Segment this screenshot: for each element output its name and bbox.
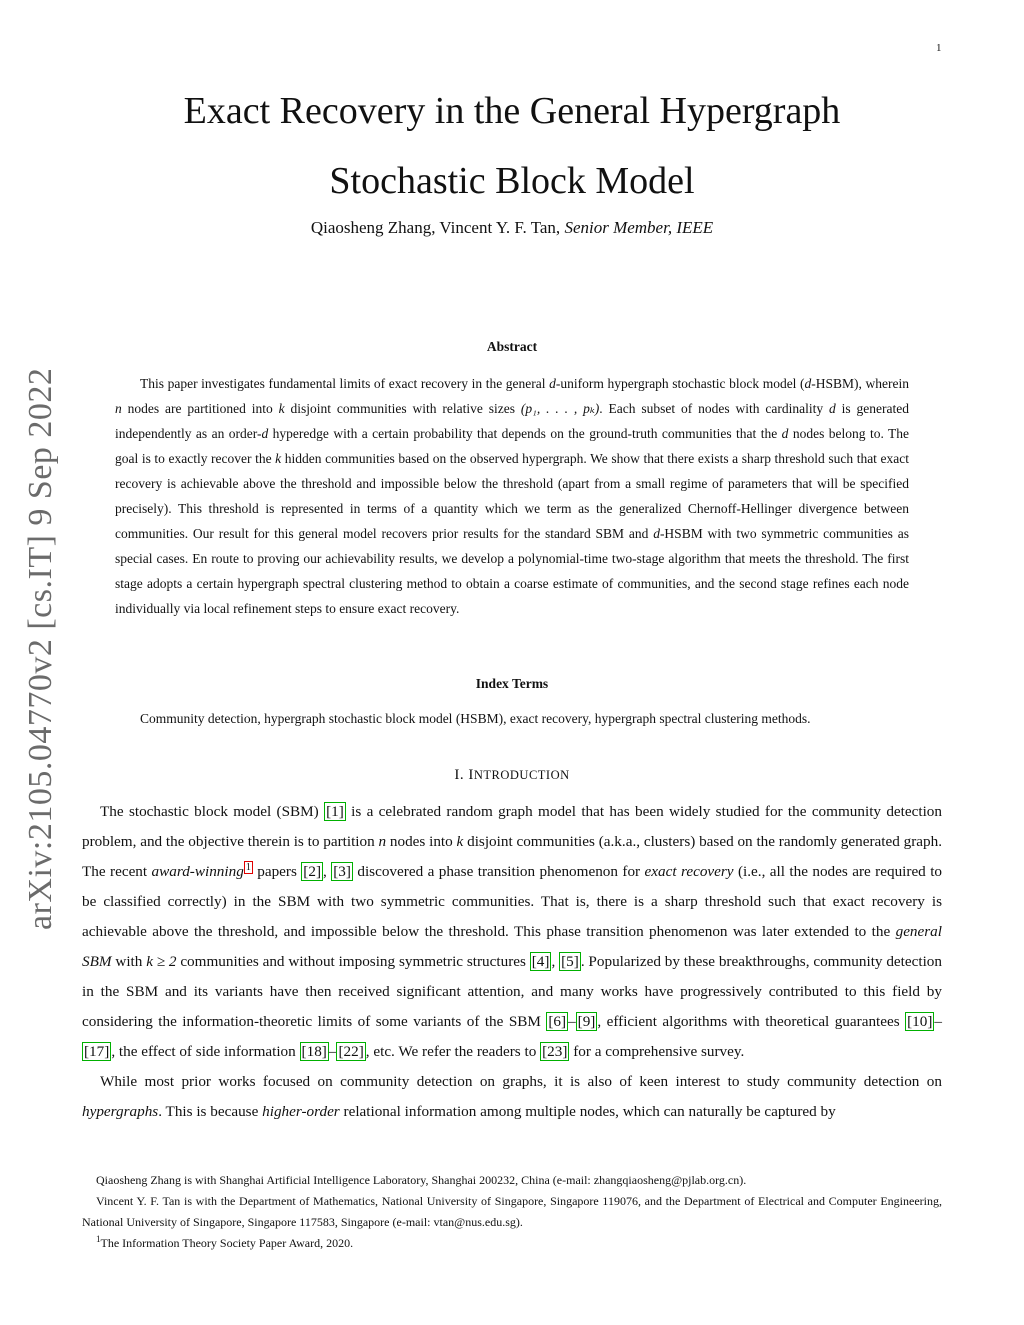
paper-title [82,76,942,216]
footnotes [82,1170,942,1254]
section-heading-introduction: I. INTRODUCTION [454,767,570,783]
citation-link[interactable]: [23] [542,1043,568,1060]
math-community-sizes: (p₁, . . . , pₖ) [520,401,600,416]
citation-link[interactable]: [6] [548,1013,567,1030]
abstract-body: This paper investigates fundamental limits of exact recovery in the general d-uniform hypergraph stochastic block model (d-HSBM), wherein n nodes are partitioned into k disjoint communities with relative sizes (p₁, . . . , pₖ). Each subset of nodes with cardinality d is generated independently as an order-d hyperedge with a certain probability that depends on the ground-truth communities that the d nodes belong to. The goal is to exactly recover the k hidden communities based on the observed hypergraph. We show that there exists a sharp threshold such that exact recovery is achievable above the threshold and impossible below the threshold (apart from a small regime of parameters that will be specified precisely). This threshold is represented in terms of a quantity which we term as the generalized Chernoff-Hellinger divergence between communities. Our result for this general model recovers prior results for the standard SBM and d-HSBM with two symmetric communities as special cases. En route to proving our achievability results, we develop a polynomial-time two-stage algorithm that meets the threshold. The first stage adopts a certain hypergraph spectral clustering method to obtain a coarse estimate of communities, and the second stage refines each node individually via local refinement steps to ensure exact recovery. [115,376,910,616]
math-d: d [829,401,836,416]
index-terms-body: Community detection, hypergraph stochastic block model (HSBM), exact recovery, hypergraph spectral clustering methods. [140,711,811,726]
math-d: d [549,376,556,391]
author-line [82,218,942,238]
citation-link[interactable]: [2] [303,863,322,880]
math-d: d [804,376,812,391]
math-d: d [781,426,789,441]
citation-link[interactable]: [4] [531,953,550,970]
footnote-link[interactable]: 1 [245,861,251,873]
author-names: Qiaosheng Zhang, Vincent Y. F. Tan, [310,218,565,237]
abstract-heading: Abstract [486,339,538,354]
math-k: k [275,451,282,466]
title-line-1: Exact Recovery in the General Hypergraph [183,90,841,132]
title-line-2: Stochastic Block Model [329,160,695,202]
citation-link[interactable]: [22] [338,1043,364,1060]
math-k: k [278,401,285,416]
citation-link[interactable]: [1] [326,803,344,820]
math-d: d [261,426,269,441]
math-n: n [115,401,122,416]
intro-paragraph-1: The stochastic block model (SBM) [1] is a celebrated random graph model that has been widely studied for the community detection problem, and the objective therein is to partition n nodes into k disjoint communities (a.k.a., clusters) based on the randomly generated graph. The recent award-winning $^1$ papers [2] , [3] discovered a phase transition phenomenon for exact recovery (i.e., all the nodes are required to be classified correctly) in the SBM with two symmetric communities. That is, there is a sharp threshold such that exact recovery is achievable above the threshold, and impossible below the threshold. This phase transition phenomenon was later extended to the general SBM with k ≥ 2 communities and without imposing symmetric structures [4] , [5] . Popularized by these breakthroughs, community detection in the SBM and its variants have then received significant attention, and many works have progressively contributed to this field by considering the information-theoretic limits of some variants of the SBM [6] – [9] , efficient algorithms with theoretical guarantees [10] –[17] , the effect of side information [18] – [22] , etc. We refer the readers to [23] for a comprehensive survey. [82,803,943,1060]
author-role: Senior Member, IEEE [564,218,714,237]
index-terms-heading: Index Terms [475,676,549,691]
introduction-body [82,797,942,1127]
page-number: 1 [936,42,942,54]
math-d: d [653,526,660,541]
arxiv-identifier-stamp: arXiv:2105.04770v2 [cs.IT] 9 Sep 2022 [22,367,59,930]
citation-link[interactable]: [9] [577,1013,596,1030]
citation-link[interactable]: [5] [561,953,579,970]
footnote-affiliation-2: Vincent Y. F. Tan is with the Department of Mathematics, National University of Singapore, Singapore 119076, and the Department of Electrical and Computer Engineering, National University of Singapore, Singapore 117583, Singapore (e-mail: vtan@nus.edu.sg). [82,1194,942,1229]
footnote-affiliation-1: Qiaosheng Zhang is with Shanghai Artificial Intelligence Laboratory, Shanghai 200232, China (e-mail: zhangqiaosheng@pjlab.org.cn). [96,1173,747,1187]
citation-link[interactable]: [3] [333,863,351,880]
citation-link[interactable]: [17] [84,1043,110,1060]
intro-paragraph-2: While most prior works focused on community detection on graphs, it is also of keen interest to study community detection on hypergraphs. This is because higher-order relational information among multiple nodes, which can naturally be captured by [82,1073,942,1120]
math-k-ge-2: k ≥ 2 [146,953,177,970]
citation-link[interactable]: [18] [301,1043,327,1060]
citation-link[interactable]: [10] [907,1013,933,1030]
footnote-1: $^1$The Information Theory Society Paper Award, 2020. [96,1234,354,1250]
